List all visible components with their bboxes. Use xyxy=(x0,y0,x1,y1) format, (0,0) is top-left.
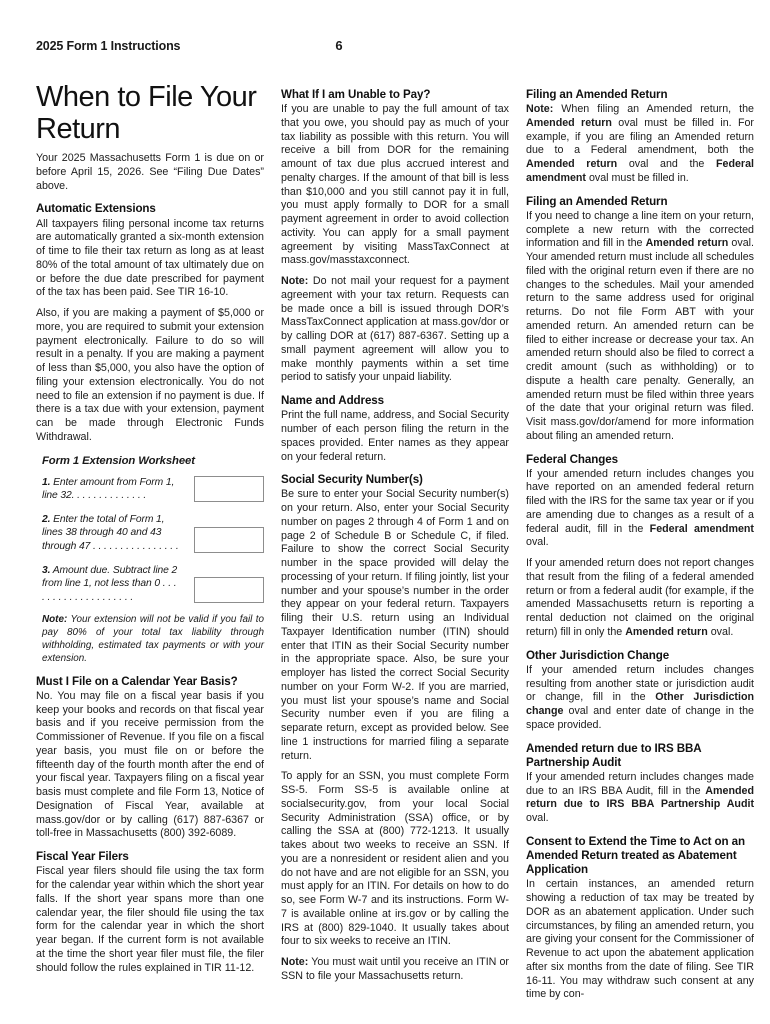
heading-filing-amended-return-body: Filing an Amended Return xyxy=(526,194,668,208)
heading-filing-amended-return-top: Filing an Amended Return xyxy=(526,88,668,101)
federal-changes-p1-end: oval. xyxy=(526,536,549,549)
consent-to-extend-p1: In certain instances, an amended return showing a reduction of tax may be treated by DOR as an abatement application. Under such circumstances, by filing an amended return, you are giving your consent for the Commissioner of Revenue to act upon the abatement application after six months from the date of filing. See TIR 16-11. You may withdraw such consent at any time by con- xyxy=(526,878,754,1001)
filing-amended-note-end: oval must be filled in. xyxy=(585,171,689,184)
term-other-jurisdiction-change: Other Jurisdiction change xyxy=(526,691,754,718)
term-amended-return-3: Amended return xyxy=(645,237,729,250)
other-jurisdiction-p1-end: oval and enter date of change in the space provided. xyxy=(526,705,754,731)
federal-changes-p1-pre: If your amended return includes changes you have reported on an amended federal return filed with the IRS for the same tax year or if you are amending due to changes as a result of a federal audit, fill in the xyxy=(526,467,754,535)
heading-bba-partnership-audit: Amended return due to IRS BBA Partnership Audit xyxy=(526,741,702,769)
unable-to-pay-note xyxy=(281,275,509,385)
other-jurisdiction-p1-pre: If your amended return includes changes resulting from another state or jurisdiction audit or change, fill in the xyxy=(526,663,754,704)
worksheet-line-2-input[interactable] xyxy=(194,527,264,553)
worksheet-line-1-input[interactable] xyxy=(194,476,264,502)
worksheet-line-1-number: 1. xyxy=(42,476,51,488)
heading-federal-changes: Federal Changes xyxy=(526,452,618,466)
bba-partnership-p1-pre: If your amended return includes changes made due to an IRS BBA Audit, fill in the xyxy=(526,770,754,797)
bba-partnership-p1 xyxy=(526,771,754,826)
worksheet-title: Form 1 Extension Worksheet xyxy=(42,454,195,467)
ssn-p1: Be sure to enter your Social Security number(s) on your return. Also, enter your Social Security number on pages 2 through 4 of Form 1 and on page 2 of Schedule B or Schedule C, if filed. Failure to show the correct Social Security number in the space provided will delay the processing of your return. If filing jointly, list your number and your spouse’s number in the order they appear on your federal return. Taxpayers filing their U.S. return using an Individual Taxpayer Identification number (ITIN) should enter that ITIN as their Social Security number in the appropriate space. Also, be sure your employer has listed the correct Social Security number on your Form W-2. If you are married, you must list your spouse’s name and Social Security number even if you are filing a separate return, except as provided below. See line 1 instructions for married filing a separate return. xyxy=(281,488,509,762)
heading-consent-to-extend: Consent to Extend the Time to Act on an Amended Return treated as Abatement Application xyxy=(526,834,745,877)
worksheet-line-2-number: 2. xyxy=(42,513,51,525)
worksheet-line-3-input[interactable] xyxy=(194,577,264,603)
form-1-extension-worksheet xyxy=(36,455,264,666)
filing-amended-body-p1-pre: If you need to change a line item on your return, complete a new return with the corrected information and fill in the xyxy=(526,209,754,250)
three-column-layout xyxy=(36,81,754,1002)
worksheet-line-3-text: Amount due. Subtract line 2 from line 1, not less than 0 . . . . . . . . . . . . . . . . . . . . xyxy=(42,564,178,603)
worksheet-note xyxy=(42,614,264,666)
heading-social-security-numbers: Social Security Number(s) xyxy=(281,473,423,487)
term-federal-amendment-2: Federal amendment xyxy=(649,522,754,535)
federal-changes-p1 xyxy=(526,468,754,551)
filing-amended-note-mid1: oval must be filled in. For example, if you are filing an Amended return due to a Federal amendment, both the xyxy=(526,116,754,157)
worksheet-line-2-label xyxy=(42,513,182,554)
worksheet-line-1-label xyxy=(42,476,182,503)
ssn-note-text: You must wait until you receive an ITIN or SSN to file your Massachusetts return. xyxy=(281,956,509,982)
unable-to-pay-note-label: Note: xyxy=(281,275,309,288)
ssn-p2: To apply for an SSN, you must complete Form SS-5. Form SS-5 is available online at socialsecurity.gov, from your local Social Security Administration (SSA) office, or by calling the SSA at (800) 772-1213. It usually takes about two weeks to receive an SSN. If you are a nonresident or resident alien and you do not have and are not eligible for an SSN, you must apply for an ITIN. For details on how to do so, see Form W-7 and its instructions. Form W-7 is available online at irs.gov or by calling the IRS at (800) 829-1040. It usually takes about four to six weeks to receive an ITIN. xyxy=(281,770,509,948)
federal-changes-p2-pre: If your amended return does not report changes that result from the filing of a federal amended return or from a federal audit (for example, if the amended Massachusetts return is reporting a rental deduction not claimed on the original return) fill in only the xyxy=(526,557,754,638)
unable-to-pay-p1: If you are unable to pay the full amount of tax that you owe, you should pay as much of your tax liability as possible with this return. You will receive a bill from DOR for the remaining amount of tax due plus accrued interest and penalty charges. If the amount of that bill is less than $10,000 and you still cannot pay it in full, you must apply formally to DOR for a small payment agreement in order to avoid collection activity. You can apply for a small payment agreement by visiting MassTaxConnect at mass.gov/masstaxconnect. xyxy=(281,103,509,267)
calendar-year-p1: No. You may file on a fiscal year basis if you keep your books and records on that fiscal year basis and if you receive permission from the Commissioner of Revenue. If you file on a fiscal year basis, you must file on or before the fifteenth day of the fourth month after the end of your fiscal year. Taxpayers filing on a fiscal year basis must complete and file Form 13, Notice of Designation of Fiscal Year, available at mass.gov/dor or by calling (617) 887-6367 or toll-free in Massachusetts (800) 392-6089. xyxy=(36,689,264,840)
worksheet-note-label: Note: xyxy=(42,614,68,626)
automatic-extensions-p1: All taxpayers filing personal income tax returns are automatically granted a six-month extension of time to file their tax return as long as at least 80% of the total amount of tax ultimately due on or before the due date prescribed for payment of the tax has been paid. See TIR 16-10. xyxy=(36,217,264,299)
ssn-note xyxy=(281,956,509,984)
worksheet-row xyxy=(42,476,264,503)
other-jurisdiction-p1 xyxy=(526,664,754,733)
term-amended-return-4: Amended return xyxy=(625,625,708,638)
page-title: When to File Your Return xyxy=(36,81,257,145)
worksheet-line-1-text: Enter amount from Form 1, line 32. . . . . . . . . . . . . . xyxy=(42,476,175,502)
filing-amended-body-p1 xyxy=(526,210,754,444)
filing-amended-note-label: Note: xyxy=(526,103,554,116)
automatic-extensions-p2: Also, if you are making a payment of $5,000 or more, you are required to submit your extension payment electronically. Failure to do so will result in a penalty. If you are making a payment of less than $5,000, you also have the option of filing your extension electronically. You do not need to file an extension if no payment is due. If there is a tax due with your extension, payment can be made through Electronic Funds Withdrawal. xyxy=(36,307,264,443)
intro-paragraph: Your 2025 Massachusetts Form 1 is due on or before April 15, 2026. See “Filing Due Dates” above. xyxy=(36,152,264,192)
name-and-address-p1: Print the full name, address, and Social Security number of each person filing the return in the spaces provided. Enter names as they appear on your federal return. xyxy=(281,409,509,463)
fiscal-year-filers-p1: Fiscal year filers should file using the tax form for the calendar year within which the short year falls. If the short year spans more than one calendar year, the filer should file using the tax form for the calendar year in which the short year began. If the current form is not available at the time the short year filer must file, the filer should follow the rules explained in TIR 11-12. xyxy=(36,865,264,974)
filing-amended-body-p1-end: oval. Your amended return must include all schedules filed with the original return even if there are no changes to the schedules. Mail your amended return to the same address used for original returns. Do not file Form ABT with your amended return. An amended return can be filed to either increase or decrease your tax. An amended return should also be filed to correct a credit amount (such as withholding) or to dispute a health care penalty. Generally, an amended return must be filed within three years of the date that your original return was filed. Visit mass.gov/dor/amend for more information about filing an amended return. xyxy=(526,237,754,442)
bba-partnership-p1-end: oval. xyxy=(526,812,549,825)
worksheet-line-3-number: 3. xyxy=(42,564,51,576)
heading-other-jurisdiction-change: Other Jurisdiction Change xyxy=(526,648,670,662)
federal-changes-p2 xyxy=(526,557,754,640)
running-header-title: 2025 Form 1 Instructions xyxy=(36,39,181,53)
unable-to-pay-note-text: Do not mail your request for a payment agreement with your tax return. Requests can be made once a bill is issued through DOR’s MassTaxConnect application at mass.gov/dor or by calling DOR at (617) 887-6367. Setting up a small payment agreement will allow you to make monthly payments within a set time period to satisfy your unpaid liability. xyxy=(281,275,509,384)
column-3 xyxy=(526,88,754,1002)
heading-name-and-address: Name and Address xyxy=(281,394,384,408)
filing-amended-note-pre: When filing an Amended return, the xyxy=(553,103,754,116)
heading-fiscal-year-filers: Fiscal Year Filers xyxy=(36,850,129,864)
term-amended-return-2: Amended return xyxy=(526,158,618,171)
federal-changes-p2-end: oval. xyxy=(707,625,734,638)
ssn-note-label: Note: xyxy=(281,956,309,969)
column-1 xyxy=(36,81,264,982)
worksheet-note-text: Your extension will not be valid if you fail to pay 80% of your total tax liability through withholding, estimated tax payments or with your extension. xyxy=(42,614,264,664)
worksheet-row xyxy=(42,564,264,605)
worksheet-line-3-label xyxy=(42,564,182,605)
heading-automatic-extensions: Automatic Extensions xyxy=(36,202,156,216)
term-federal-amendment-1: Federal amendment xyxy=(526,158,754,184)
running-header xyxy=(36,38,738,60)
page-number: 6 xyxy=(335,38,343,53)
term-amended-return-1: Amended return xyxy=(526,116,612,129)
heading-unable-to-pay: What If I am Unable to Pay? xyxy=(281,88,431,101)
worksheet-line-2-text: Enter the total of Form 1, lines 38 through 40 and 43 through 47 . . . . . . . . . . . . . . . . xyxy=(42,513,179,552)
term-bba-partnership-audit: Amended return due to IRS BBA Partnership Audit xyxy=(526,784,754,811)
filing-amended-note xyxy=(526,103,754,186)
filing-amended-note-mid2: oval and the xyxy=(617,158,716,171)
column-2 xyxy=(281,88,509,991)
worksheet-row xyxy=(42,513,264,554)
heading-calendar-year-basis: Must I File on a Calendar Year Basis? xyxy=(36,674,238,688)
